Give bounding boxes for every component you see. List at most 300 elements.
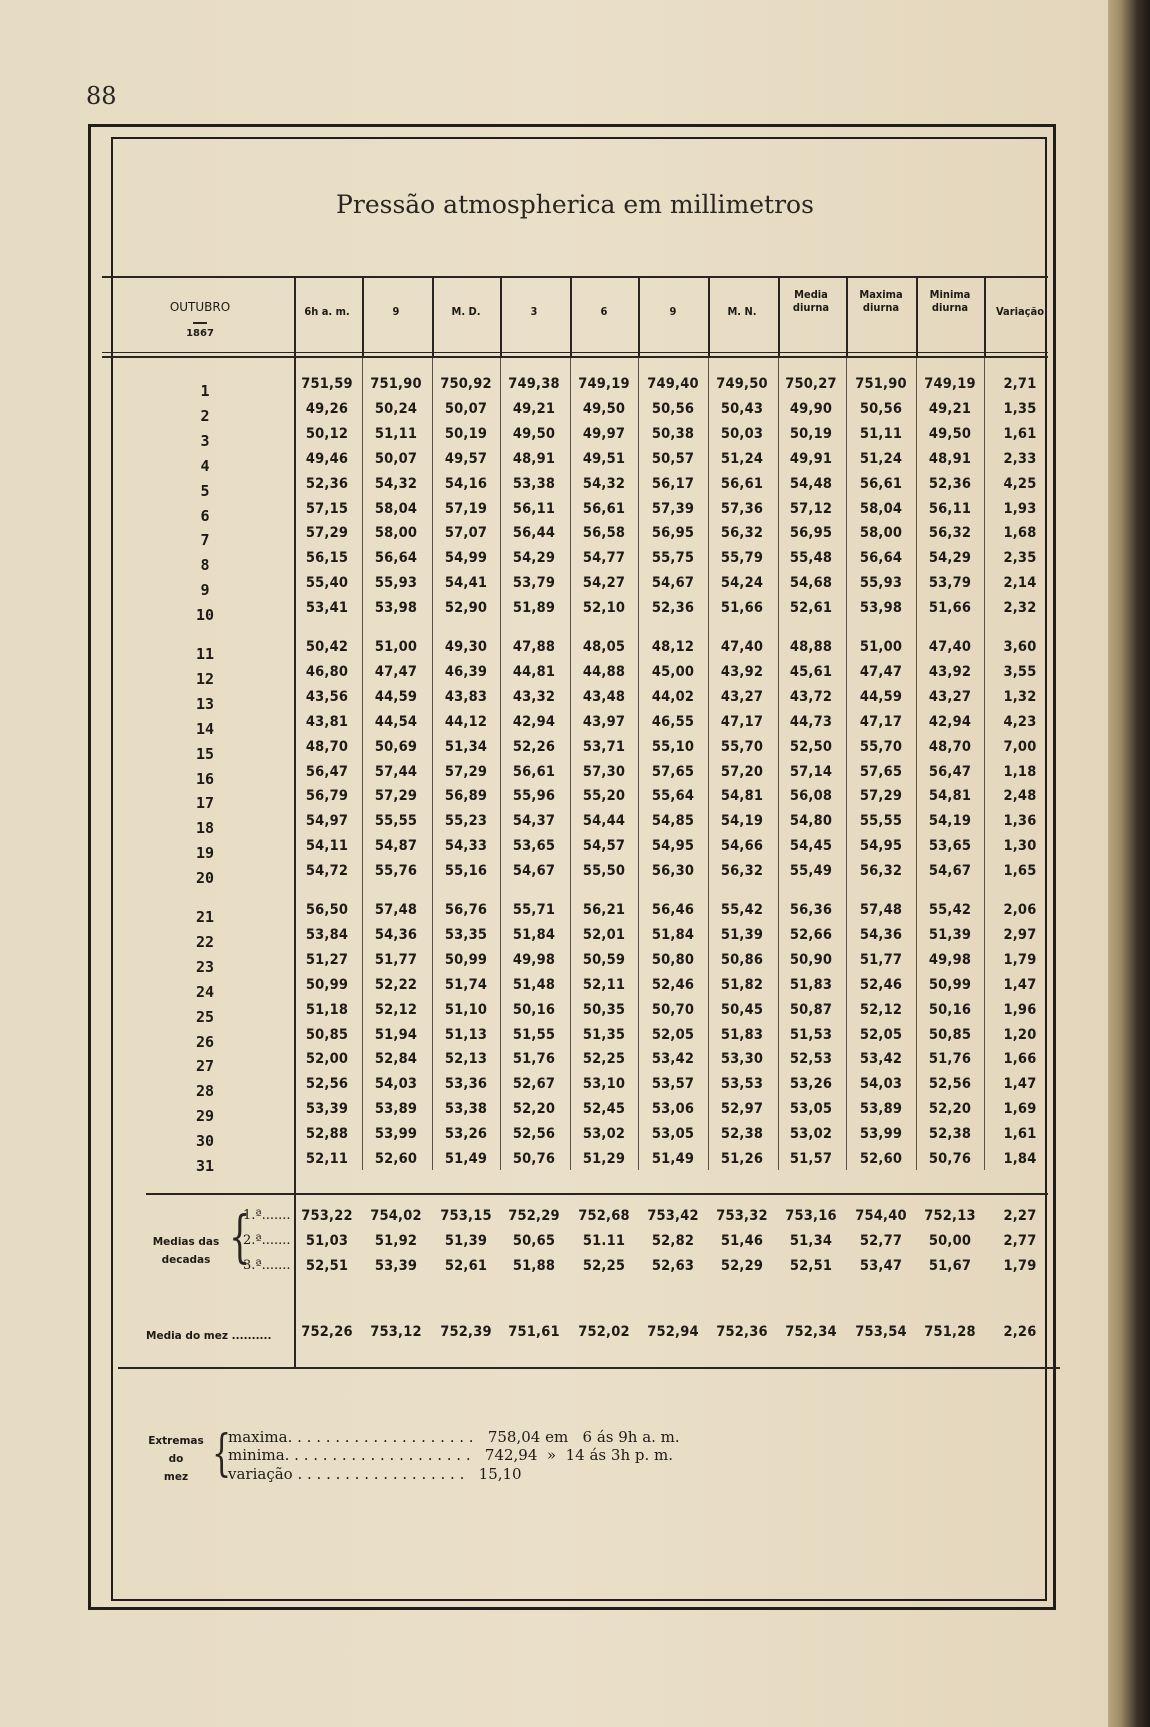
table-cell: 47,40	[720, 639, 764, 655]
table-cell: 4,23	[1003, 713, 1037, 730]
month-mean-cell: 753,12	[370, 1324, 422, 1340]
table-cell: 44,12	[444, 713, 488, 730]
table-cell: 55,70	[720, 738, 764, 755]
table-cell: 49,90	[789, 400, 833, 417]
table-cell: 44,59	[374, 688, 418, 705]
table-cell: 57,30	[582, 763, 626, 780]
table-cell: 1,61	[1003, 1126, 1037, 1143]
page-title: Pressão atmospherica em millimetros	[336, 190, 814, 219]
day-number: 16	[195, 769, 215, 788]
table-cell: 54,97	[305, 813, 349, 830]
table-cell: 51,18	[305, 1001, 349, 1018]
table-cell: 43,56	[305, 688, 349, 705]
table-cell: 52,05	[859, 1026, 903, 1043]
table-cell: 51,26	[720, 1151, 764, 1167]
decade-cell: 52,77	[859, 1233, 903, 1249]
table-cell: 49,50	[928, 425, 972, 442]
table-cell: 56,64	[859, 550, 903, 567]
table-cell: 50,43	[720, 400, 764, 417]
table-cell: 56,47	[305, 763, 349, 780]
table-cell: 44,54	[374, 713, 418, 730]
table-cell: 47,47	[859, 663, 903, 680]
table-cell: 51,66	[928, 600, 972, 617]
column-rule	[570, 276, 572, 356]
table-cell: 56,46	[651, 902, 695, 918]
extremes-label-line3: mez	[163, 1471, 189, 1483]
table-cell: 57,36	[720, 500, 764, 517]
table-cell: 54,29	[512, 550, 556, 567]
table-cell: 58,00	[374, 525, 418, 542]
extremes-brace: {	[212, 1424, 232, 1482]
day-number: 18	[195, 819, 215, 838]
table-cell: 51,49	[444, 1151, 488, 1167]
decade-cell: 51,67	[928, 1258, 972, 1274]
table-cell: 54,81	[928, 788, 972, 805]
column-header-line: diurna	[862, 301, 900, 314]
table-cell: 53,10	[582, 1076, 626, 1093]
table-cell: 51,24	[859, 450, 903, 467]
table-cell: 56,61	[512, 763, 556, 780]
table-cell: 51,77	[374, 951, 418, 968]
table-cell: 57,65	[859, 763, 903, 780]
extremes-label-line2: do	[168, 1453, 184, 1465]
table-cell: 57,29	[374, 788, 418, 805]
table-cell: 51,00	[374, 639, 418, 655]
table-cell: 56,61	[859, 475, 903, 492]
table-cell: 1,96	[1003, 1001, 1037, 1018]
table-cell: 54,29	[928, 550, 972, 567]
decade-cell: 753,15	[440, 1208, 492, 1224]
column-rule	[500, 276, 502, 356]
table-cell: 57,29	[859, 788, 903, 805]
table-cell: 52,05	[651, 1026, 695, 1043]
table-cell: 51,76	[512, 1051, 556, 1068]
day-number: 25	[195, 1007, 215, 1026]
day-number: 23	[195, 957, 215, 976]
table-cell: 53,42	[859, 1051, 903, 1068]
decade-cell: 754,02	[370, 1208, 422, 1224]
table-cell: 56,32	[720, 525, 764, 542]
decade-ordinal: 1.ª.......	[243, 1208, 291, 1223]
table-cell: 56,79	[305, 788, 349, 805]
table-cell: 50,99	[444, 951, 488, 968]
table-cell: 54,19	[928, 813, 972, 830]
table-cell: 52,56	[305, 1076, 349, 1093]
table-cell: 2,33	[1003, 450, 1037, 467]
table-cell: 54,68	[789, 575, 833, 592]
decade-cell: 753,42	[647, 1208, 699, 1224]
column-header: 9	[392, 305, 400, 318]
table-cell: 51,66	[720, 600, 764, 617]
column-rule	[916, 276, 918, 356]
table-cell: 49,91	[789, 450, 833, 467]
table-cell: 54,44	[582, 813, 626, 830]
day-number: 21	[195, 908, 215, 926]
month-mean-cell: 2,26	[1003, 1324, 1037, 1340]
table-cell: 50,56	[859, 400, 903, 417]
extremes-label	[146, 1432, 206, 1486]
month-mean-cell: 751,28	[924, 1324, 976, 1340]
table-cell: 52,88	[305, 1126, 349, 1143]
column-rule	[984, 276, 986, 356]
month-mean-label: Media do mez ..........	[146, 1330, 272, 1342]
table-cell: 52,56	[512, 1126, 556, 1143]
table-cell: 52,38	[928, 1126, 972, 1143]
table-cell: 54,77	[582, 550, 626, 567]
table-cell: 54,16	[444, 475, 488, 492]
decade-cell: 50,00	[928, 1233, 972, 1249]
table-cell: 56,64	[374, 550, 418, 567]
decade-cell: 2,77	[1003, 1233, 1037, 1249]
column-header: M. N.	[727, 305, 757, 318]
table-cell: 55,49	[789, 863, 833, 880]
table-cell: 1,32	[1003, 688, 1037, 705]
table-cell: 55,93	[374, 575, 418, 592]
table-cell: 53,99	[859, 1126, 903, 1143]
table-cell: 1,47	[1003, 1076, 1037, 1093]
table-cell: 51,35	[582, 1026, 626, 1043]
table-cell: 2,35	[1003, 550, 1037, 567]
table-cell: 51,24	[720, 450, 764, 467]
table-cell: 46,55	[651, 713, 695, 730]
table-cell: 52,00	[305, 1051, 349, 1068]
table-cell: 54,66	[720, 838, 764, 855]
table-cell: 49,98	[512, 951, 556, 968]
table-cell: 2,97	[1003, 926, 1037, 943]
table-cell: 3,60	[1003, 639, 1037, 655]
day-number: 26	[195, 1032, 215, 1051]
table-cell: 52,38	[720, 1126, 764, 1143]
day-number: 7	[200, 531, 210, 550]
table-cell: 53,57	[651, 1076, 695, 1093]
month-mean-cell: 752,26	[301, 1324, 353, 1340]
table-cell: 53,89	[374, 1101, 418, 1118]
column-header: Variação	[995, 305, 1045, 318]
table-cell: 54,37	[512, 813, 556, 830]
table-cell: 56,61	[582, 500, 626, 517]
table-cell: 53,26	[444, 1126, 488, 1143]
table-cell: 50,69	[374, 738, 418, 755]
table-cell: 52,61	[789, 600, 833, 617]
table-cell: 54,67	[651, 575, 695, 592]
table-cell: 54,80	[789, 813, 833, 830]
table-cell: 49,50	[512, 425, 556, 442]
table-cell: 43,48	[582, 688, 626, 705]
table-cell: 52,97	[720, 1101, 764, 1118]
table-cell: 54,57	[582, 838, 626, 855]
table-cell: 49,46	[305, 450, 349, 467]
table-cell: 50,07	[444, 400, 488, 417]
table-cell: 46,39	[444, 663, 488, 680]
decade-cell: 51.11	[582, 1233, 626, 1249]
decade-cell: 52,25	[582, 1258, 626, 1274]
table-cell: 51,11	[374, 425, 418, 442]
table-cell: 2,06	[1003, 902, 1037, 918]
month-mean-cell: 752,34	[785, 1324, 837, 1340]
table-cell: 57,39	[651, 500, 695, 517]
table-cell: 52,56	[928, 1076, 972, 1093]
table-cell: 2,32	[1003, 600, 1037, 617]
table-cell: 54,36	[859, 926, 903, 943]
month-mean-cell: 752,94	[647, 1324, 699, 1340]
decade-cell: 51,03	[305, 1233, 349, 1249]
decade-cell: 53,39	[374, 1258, 418, 1274]
table-cell: 51,89	[512, 600, 556, 617]
table-cell: 53,65	[512, 838, 556, 855]
table-cell: 47,88	[512, 639, 556, 655]
month-label: OUTUBRO	[169, 300, 231, 314]
table-cell: 53,89	[859, 1101, 903, 1118]
column-rule	[846, 276, 848, 356]
table-cell: 56,47	[928, 763, 972, 780]
page-edge	[1108, 0, 1150, 1727]
table-cell: 48,91	[928, 450, 972, 467]
table-cell: 54,67	[928, 863, 972, 880]
table-cell: 58,04	[859, 500, 903, 517]
table-cell: 52,46	[859, 976, 903, 993]
table-cell: 43,27	[720, 688, 764, 705]
table-cell: 749,40	[647, 376, 699, 392]
table-cell: 54,33	[444, 838, 488, 855]
day-number: 31	[195, 1157, 215, 1175]
table-cell: 55,71	[512, 902, 556, 918]
table-cell: 4,25	[1003, 475, 1037, 492]
table-cell: 54,27	[582, 575, 626, 592]
table-cell: 53,98	[859, 600, 903, 617]
table-cell: 1,35	[1003, 400, 1037, 417]
table-cell: 52,60	[374, 1151, 418, 1167]
table-cell: 49,30	[444, 639, 488, 655]
table-cell: 56,32	[928, 525, 972, 542]
table-cell: 43,92	[928, 663, 972, 680]
table-cell: 1,36	[1003, 813, 1037, 830]
table-cell: 50,57	[651, 450, 695, 467]
table-cell: 44,59	[859, 688, 903, 705]
table-cell: 751,59	[301, 376, 353, 392]
day-number: 4	[200, 456, 210, 475]
column-header-line: Media	[794, 288, 828, 301]
month-mean-cell: 752,02	[578, 1324, 630, 1340]
table-cell: 53,79	[512, 575, 556, 592]
table-cell: 52,13	[444, 1051, 488, 1068]
table-cell: 54,81	[720, 788, 764, 805]
day-number: 8	[200, 556, 210, 575]
day-number: 24	[195, 982, 215, 1001]
table-cell: 52,60	[859, 1151, 903, 1167]
table-cell: 53,35	[444, 926, 488, 943]
day-number: 12	[195, 669, 215, 688]
table-cell: 1,66	[1003, 1051, 1037, 1068]
day-number: 28	[195, 1082, 215, 1101]
decade-cell: 52,29	[720, 1258, 764, 1274]
table-cell: 48,12	[651, 639, 695, 655]
day-number: 22	[195, 932, 215, 951]
month-mean-cell: 752,39	[440, 1324, 492, 1340]
column-header: 9	[669, 305, 677, 318]
table-cell: 55,75	[651, 550, 695, 567]
table-cell: 54,32	[374, 475, 418, 492]
decade-ordinal: 3.ª.......	[243, 1258, 291, 1273]
table-cell: 749,19	[924, 376, 976, 392]
table-cell: 58,04	[374, 500, 418, 517]
table-cell: 1,47	[1003, 976, 1037, 993]
table-cell: 749,50	[716, 376, 768, 392]
table-cell: 50,42	[305, 639, 349, 655]
table-cell: 51,48	[512, 976, 556, 993]
table-cell: 48,91	[512, 450, 556, 467]
decade-cell: 754,40	[855, 1208, 907, 1224]
table-cell: 57,20	[720, 763, 764, 780]
table-cell: 55,20	[582, 788, 626, 805]
table-cell: 56,95	[789, 525, 833, 542]
table-cell: 53,38	[444, 1101, 488, 1118]
decade-cell: 51,34	[789, 1233, 833, 1249]
year-value: 1867	[186, 328, 214, 339]
table-cell: 51,49	[651, 1151, 695, 1167]
table-cell: 57,65	[651, 763, 695, 780]
table-cell: 51,13	[444, 1026, 488, 1043]
table-cell: 53,06	[651, 1101, 695, 1118]
table-cell: 51,53	[789, 1026, 833, 1043]
table-cell: 57,29	[444, 763, 488, 780]
decade-cell: 51,92	[374, 1233, 418, 1249]
table-cell: 7,00	[1003, 738, 1037, 755]
table-cell: 51,11	[859, 425, 903, 442]
column-rule	[708, 276, 710, 356]
table-cell: 52,25	[582, 1051, 626, 1068]
table-cell: 53,79	[928, 575, 972, 592]
table-cell: 50,35	[582, 1001, 626, 1018]
table-cell: 751,90	[370, 376, 422, 392]
table-cell: 54,72	[305, 863, 349, 880]
day-number: 17	[195, 794, 215, 813]
table-cell: 51,84	[512, 926, 556, 943]
table-cell: 49,98	[928, 951, 972, 968]
table-cell: 57,12	[789, 500, 833, 517]
table-cell: 57,19	[444, 500, 488, 517]
table-cell: 50,07	[374, 450, 418, 467]
table-cell: 50,16	[512, 1001, 556, 1018]
table-cell: 51,74	[444, 976, 488, 993]
table-cell: 52,46	[651, 976, 695, 993]
table-cell: 50,59	[582, 951, 626, 968]
decade-cell: 752,29	[508, 1208, 560, 1224]
decade-cell: 53,47	[859, 1258, 903, 1274]
table-cell: 52,10	[582, 600, 626, 617]
table-cell: 47,40	[928, 639, 972, 655]
table-cell: 56,30	[651, 863, 695, 880]
table-cell: 44,02	[651, 688, 695, 705]
day-number: 5	[200, 481, 210, 500]
table-cell: 55,64	[651, 788, 695, 805]
table-cell: 1,84	[1003, 1151, 1037, 1167]
table-cell: 57,15	[305, 500, 349, 517]
table-cell: 51,00	[859, 639, 903, 655]
table-cell: 52,36	[305, 475, 349, 492]
table-cell: 50,76	[928, 1151, 972, 1167]
table-cell: 52,67	[512, 1076, 556, 1093]
table-cell: 50,86	[720, 951, 764, 968]
table-cell: 50,85	[928, 1026, 972, 1043]
day-number: 29	[195, 1107, 215, 1126]
table-cell: 53,84	[305, 926, 349, 943]
table-cell: 53,65	[928, 838, 972, 855]
table-cell: 56,15	[305, 550, 349, 567]
day-number: 9	[200, 581, 210, 600]
table-cell: 55,16	[444, 863, 488, 880]
decade-cell: 753,32	[716, 1208, 768, 1224]
table-cell: 54,03	[859, 1076, 903, 1093]
table-cell: 749,38	[508, 376, 560, 392]
table-cell: 1,30	[1003, 838, 1037, 855]
table-cell: 54,48	[789, 475, 833, 492]
table-cell: 48,70	[928, 738, 972, 755]
table-cell: 53,36	[444, 1076, 488, 1093]
column-rule	[778, 276, 780, 356]
table-cell: 2,14	[1003, 575, 1037, 592]
table-cell: 56,08	[789, 788, 833, 805]
table-cell: 58,00	[859, 525, 903, 542]
table-cell: 54,95	[859, 838, 903, 855]
column-header	[914, 288, 986, 314]
table-cell: 53,99	[374, 1126, 418, 1143]
table-cell: 51,77	[859, 951, 903, 968]
table-cell: 56,11	[512, 500, 556, 517]
table-cell: 44,88	[582, 663, 626, 680]
month-mean-cell: 751,61	[508, 1324, 560, 1340]
decades-label	[146, 1233, 226, 1269]
table-cell: 51,55	[512, 1026, 556, 1043]
decade-cell: 51,88	[512, 1258, 556, 1274]
decade-cell: 1,79	[1003, 1258, 1037, 1274]
table-cell: 51,57	[789, 1151, 833, 1167]
table-cell: 43,92	[720, 663, 764, 680]
column-header: 3	[530, 305, 538, 318]
table-cell: 55,79	[720, 550, 764, 567]
table-cell: 52,01	[582, 926, 626, 943]
table-cell: 52,12	[374, 1001, 418, 1018]
table-cell: 52,45	[582, 1101, 626, 1118]
table-cell: 750,27	[785, 376, 837, 392]
table-cell: 48,88	[789, 639, 833, 655]
table-cell: 50,85	[305, 1026, 349, 1043]
table-cell: 53,26	[789, 1076, 833, 1093]
table-cell: 55,55	[374, 813, 418, 830]
table-cell: 43,81	[305, 713, 349, 730]
table-cell: 56,21	[582, 902, 626, 918]
table-cell: 55,96	[512, 788, 556, 805]
extreme-max: maxima. . . . . . . . . . . . . . . . . . . . 758,04 em 6 ás 9h a. m.	[228, 1428, 680, 1446]
decade-cell: 752,13	[924, 1208, 976, 1224]
table-cell: 50,56	[651, 400, 695, 417]
table-cell: 54,67	[512, 863, 556, 880]
decade-cell: 753,22	[301, 1208, 353, 1224]
table-cell: 50,12	[305, 425, 349, 442]
decade-cell: 52,63	[651, 1258, 695, 1274]
table-cell: 52,53	[789, 1051, 833, 1068]
table-cell: 49,97	[582, 425, 626, 442]
table-cell: 51,29	[582, 1151, 626, 1167]
table-cell: 751,90	[855, 376, 907, 392]
decade-cell: 753,16	[785, 1208, 837, 1224]
table-cell: 57,44	[374, 763, 418, 780]
month-mean-cell: 752,36	[716, 1324, 768, 1340]
table-cell: 48,05	[582, 639, 626, 655]
table-cell: 53,02	[582, 1126, 626, 1143]
table-cell: 56,44	[512, 525, 556, 542]
decade-cell: 52,51	[789, 1258, 833, 1274]
table-cell: 55,48	[789, 550, 833, 567]
